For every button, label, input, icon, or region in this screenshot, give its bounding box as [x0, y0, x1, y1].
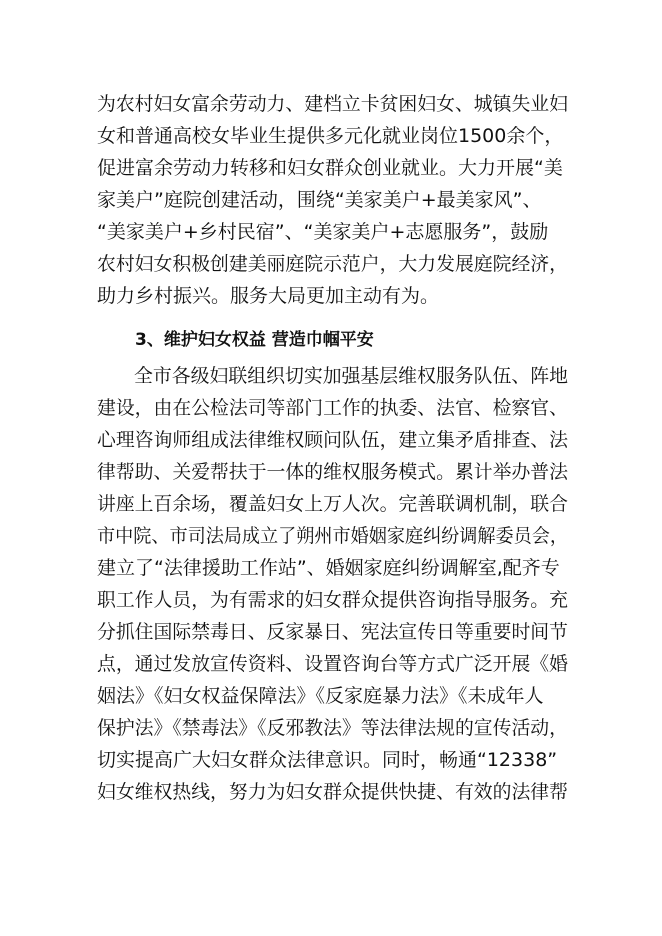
- body-text-line: 心理咨询师组成法律维权顾问队伍，建立集矛盾排查、法: [97, 429, 568, 451]
- body-text-line: 律帮助、关爱帮扶于一体的维权服务模式。累计举办普法: [97, 461, 568, 483]
- body-text-line: 点，通过发放宣传资料、设置咨询台等方式广泛开展《婚: [97, 653, 568, 675]
- body-text-line: 为农村妇女富余劳动力、建档立卡贫困妇女、城镇失业妇: [97, 93, 568, 115]
- body-text-line: 全市各级妇联组织切实加强基层维权服务队伍、阵地: [134, 365, 568, 387]
- body-text-line: 分抓住国际禁毒日、反家暴日、宪法宣传日等重要时间节: [97, 621, 568, 643]
- body-text-line: 建立了“法律援助工作站”、婚姻家庭纠纷调解室,配齐专: [97, 557, 560, 579]
- body-text-line: 女和普通高校女毕业生提供多元化就业岗位1500余个，: [97, 125, 564, 147]
- body-text-line: 促进富余劳动力转移和妇女群众创业就业。大力开展“美: [97, 157, 563, 179]
- body-text-line: 助力乡村振兴。服务大局更加主动有为。: [97, 285, 440, 307]
- body-text-line: 职工作人员，为有需求的妇女群众提供咨询指导服务。充: [97, 589, 568, 611]
- body-text-line: 家美户”庭院创建活动，围绕“美家美户+最美家风”、: [97, 189, 542, 211]
- body-text-line: 妇女维权热线，努力为妇女群众提供快捷、有效的法律帮: [97, 781, 568, 803]
- body-text-line: 农村妇女积极创建美丽庭院示范户，大力发展庭院经济，: [97, 253, 568, 275]
- body-text-line: 姻法》《妇女权益保障法》《反家庭暴力法》《未成年人: [97, 685, 544, 707]
- body-text-line: 切实提高广大妇女群众法律意识。同时，畅通“12338”: [97, 749, 558, 771]
- body-text-line: 建设，由在公检法司等部门工作的执委、法官、检察官、: [97, 397, 568, 419]
- section-heading: 3、维护妇女权益 营造巾帼平安: [135, 330, 374, 350]
- body-text-line: 讲座上百余场，覆盖妇女上万人次。完善联调机制，联合: [97, 493, 568, 515]
- body-text-line: 保护法》《禁毒法》《反邪教法》等法律法规的宣传活动，: [97, 717, 568, 739]
- body-text-line: “美家美户+乡村民宿”、“美家美户+志愿服务”，鼓励: [97, 221, 549, 243]
- body-text-line: 市中院、市司法局成立了朔州市婚姻家庭纠纷调解委员会，: [97, 525, 568, 547]
